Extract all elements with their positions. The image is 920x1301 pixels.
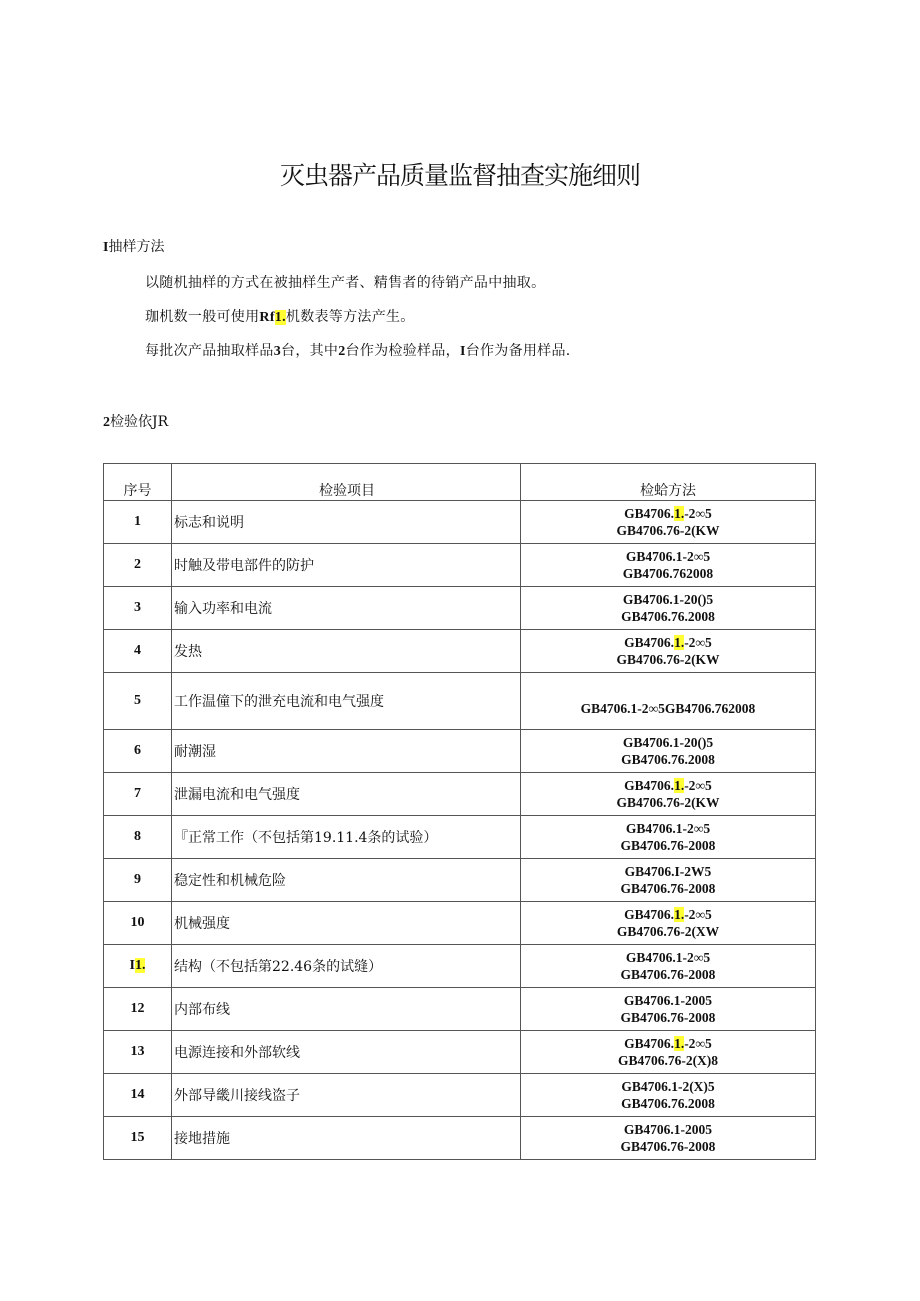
row-method: GB4706.1-2∞5 GB4706.76-2008 xyxy=(521,945,816,988)
row-method: GB4706.1.-2∞5 GB4706.76-2(KW xyxy=(521,630,816,673)
row-method: GB4706.1-20()5 GB4706.76.2008 xyxy=(521,730,816,773)
table-row xyxy=(104,902,816,945)
row-number: 4 xyxy=(104,630,172,673)
section-1-paragraph-2: 珈机数一般可使用Rf1.机数表等方法产生。 xyxy=(145,309,415,325)
row-method: GB4706.1-2∞5 GB4706.762008 xyxy=(521,544,816,587)
document-title: 灭虫器产品质量监督抽查实施细则 xyxy=(279,161,640,190)
row-number: 14 xyxy=(104,1074,172,1117)
row-item: 内部布线 xyxy=(172,988,521,1031)
table-row xyxy=(104,1031,816,1074)
table-row xyxy=(104,630,816,673)
row-item: 泄漏电流和电气强度 xyxy=(172,773,521,816)
row-number: 3 xyxy=(104,587,172,630)
row-method: GB4706.I-2W5 GB4706.76-2008 xyxy=(521,859,816,902)
row-number: 13 xyxy=(104,1031,172,1074)
table-row xyxy=(104,587,816,630)
row-item: 稳定性和机械危险 xyxy=(172,859,521,902)
row-item: 工作温僮下的泄充电流和电气强度 xyxy=(172,673,521,730)
row-number: 6 xyxy=(104,730,172,773)
table-row xyxy=(104,544,816,587)
table-row xyxy=(104,501,816,544)
row-number: I1. xyxy=(104,945,172,988)
table-row xyxy=(104,730,816,773)
row-number: 12 xyxy=(104,988,172,1031)
header-no: 序号 xyxy=(104,464,172,501)
table-row xyxy=(104,673,816,730)
row-method: GB4706.1-2005 GB4706.76-2008 xyxy=(521,988,816,1031)
row-item: 『正常工作（不包括第19.11.4条的试验） xyxy=(172,816,521,859)
row-method: GB4706.1-2∞5 GB4706.76-2008 xyxy=(521,816,816,859)
table-header-row xyxy=(104,464,816,501)
row-number: 2 xyxy=(104,544,172,587)
table-row xyxy=(104,816,816,859)
row-number: 9 xyxy=(104,859,172,902)
row-item: 电源连接和外部软线 xyxy=(172,1031,521,1074)
table-row xyxy=(104,945,816,988)
table-row xyxy=(104,859,816,902)
row-item: 结构（不包括第22.46条的试缝） xyxy=(172,945,521,988)
table-row xyxy=(104,773,816,816)
table-row xyxy=(104,1074,816,1117)
row-method: GB4706.1.-2∞5 GB4706.76-2(XW xyxy=(521,902,816,945)
row-method: GB4706.1-2005 GB4706.76-2008 xyxy=(521,1117,816,1160)
row-item: 外部导畿川接线盗子 xyxy=(172,1074,521,1117)
row-number: 7 xyxy=(104,773,172,816)
row-method: GB4706.1-2(X)5 GB4706.76.2008 xyxy=(521,1074,816,1117)
row-number: 8 xyxy=(104,816,172,859)
row-item: 标志和说明 xyxy=(172,501,521,544)
row-item: 发热 xyxy=(172,630,521,673)
row-method: GB4706.1-20()5 GB4706.76.2008 xyxy=(521,587,816,630)
row-item: 接地措施 xyxy=(172,1117,521,1160)
row-method: GB4706.1.-2∞5 GB4706.76-2(X)8 xyxy=(521,1031,816,1074)
row-item: 机械强度 xyxy=(172,902,521,945)
section-1-heading: I抽样方法 xyxy=(103,239,165,255)
row-method: GB4706.1-2∞5GB4706.762008 xyxy=(521,673,816,730)
row-item: 输入功率和电流 xyxy=(172,587,521,630)
row-number: 5 xyxy=(104,673,172,730)
row-number: 15 xyxy=(104,1117,172,1160)
row-item: 耐潮湿 xyxy=(172,730,521,773)
section-1-paragraph-3: 每批次产品抽取样品3台，其中2台作为检验样品，I台作为备用样品. xyxy=(145,343,571,359)
row-number: 10 xyxy=(104,902,172,945)
table-row xyxy=(104,1117,816,1160)
inspection-table xyxy=(103,463,816,1160)
row-item: 时触及带电部件的防护 xyxy=(172,544,521,587)
table-row xyxy=(104,988,816,1031)
header-method: 检蛤方法 xyxy=(521,464,816,501)
header-item: 检验项目 xyxy=(172,464,521,501)
row-method: GB4706.1.-2∞5 GB4706.76-2(KW xyxy=(521,501,816,544)
row-number: 1 xyxy=(104,501,172,544)
section-1-paragraph-1: 以随机抽样的方式在被抽样生产者、精售者的待销产品中抽取。 xyxy=(145,275,546,291)
section-2-heading: 2检验依JR xyxy=(103,414,169,430)
row-method: GB4706.1.-2∞5 GB4706.76-2(KW xyxy=(521,773,816,816)
